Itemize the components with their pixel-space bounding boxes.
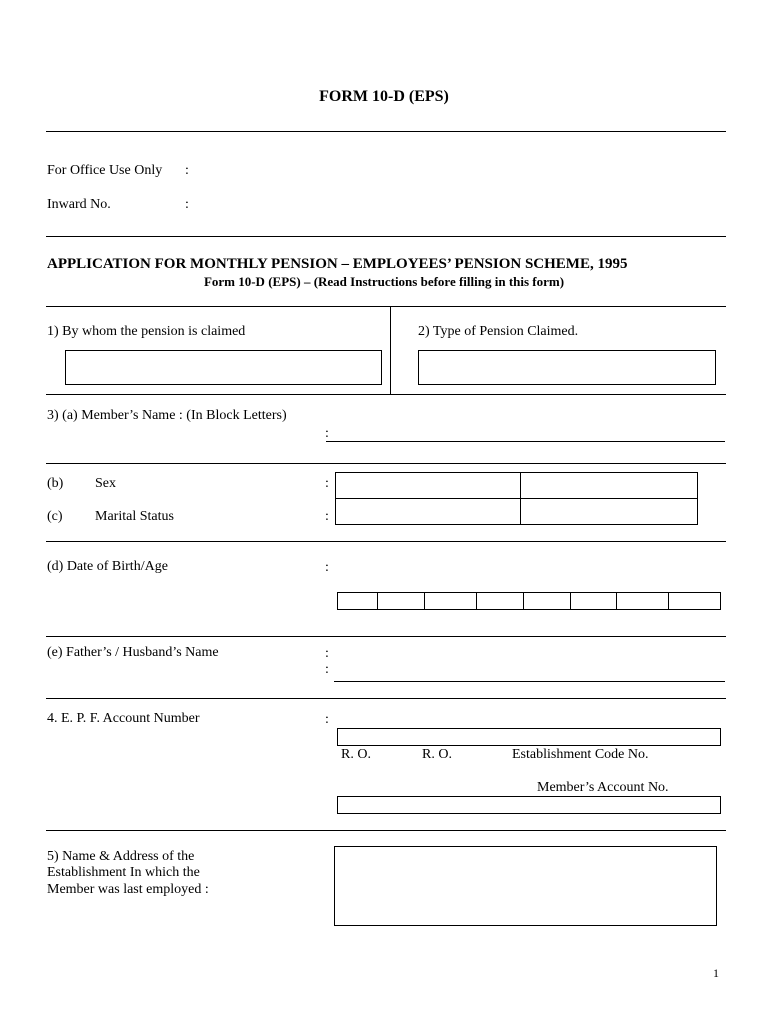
divider [46, 236, 726, 237]
q1-label: 1) By whom the pension is claimed [47, 324, 246, 339]
divider [46, 394, 726, 395]
pension-claimed-by-field[interactable] [65, 350, 382, 385]
q3a-label: 3) (a) Member’s Name : (In Block Letters) [47, 408, 287, 423]
q5-label-line2: Establishment In which the [47, 865, 200, 880]
sex-field-1[interactable] [335, 472, 521, 499]
q5-label-line1: 5) Name & Address of the [47, 849, 195, 864]
dob-digit-box[interactable] [523, 592, 571, 610]
member-account-label: Member’s Account No. [537, 780, 669, 795]
divider [46, 131, 726, 132]
marital-status-field-2[interactable] [520, 498, 698, 525]
dob-digit-box[interactable] [570, 592, 617, 610]
divider [46, 541, 726, 542]
page-number: 1 [713, 966, 719, 980]
divider [46, 306, 726, 307]
inward-no-label: Inward No. [47, 197, 111, 212]
q3d-label: (d) Date of Birth/Age [47, 559, 168, 574]
q4-label: 4. E. P. F. Account Number [47, 711, 200, 726]
inward-no-colon: : [185, 197, 189, 212]
q4-colon: : [325, 712, 329, 727]
sex-field-2[interactable] [520, 472, 698, 499]
q3e-colon-2: : [325, 662, 329, 677]
q5-label-line3: Member was last employed : [47, 882, 209, 897]
dob-digit-box[interactable] [476, 592, 524, 610]
pension-type-field[interactable] [418, 350, 716, 385]
divider [46, 698, 726, 699]
member-name-field[interactable] [326, 441, 725, 442]
q3c-letter: (c) [47, 509, 63, 524]
dob-digit-box[interactable] [377, 592, 425, 610]
q3e-label: (e) Father’s / Husband’s Name [47, 645, 219, 660]
q3c-colon: : [325, 509, 329, 524]
office-use-colon: : [185, 163, 189, 178]
application-heading: APPLICATION FOR MONTHLY PENSION – EMPLOYEES’ PENSION SCHEME, 1995 [47, 256, 628, 272]
divider [46, 636, 726, 637]
ro-label-2: R. O. [422, 747, 452, 762]
column-divider [390, 306, 391, 394]
q3b-colon: : [325, 476, 329, 491]
divider [46, 830, 726, 831]
dob-digit-box[interactable] [616, 592, 669, 610]
q3a-colon: : [325, 426, 329, 441]
member-account-field[interactable] [337, 796, 721, 814]
divider [46, 463, 726, 464]
establishment-code-label: Establishment Code No. [512, 747, 649, 762]
q3b-label: Sex [95, 476, 116, 491]
dob-digit-box[interactable] [337, 592, 378, 610]
dob-digit-box[interactable] [424, 592, 477, 610]
q2-label: 2) Type of Pension Claimed. [418, 324, 579, 339]
epf-account-field[interactable] [337, 728, 721, 746]
q3d-colon: : [325, 560, 329, 575]
ro-label-1: R. O. [341, 747, 371, 762]
dob-digit-box[interactable] [668, 592, 721, 610]
establishment-address-field[interactable] [334, 846, 717, 926]
form-title: FORM 10-D (EPS) [319, 88, 449, 105]
application-subheading: Form 10-D (EPS) – (Read Instructions before filling in this form) [203, 274, 565, 289]
q3e-colon: : [325, 646, 329, 661]
q3b-letter: (b) [47, 476, 64, 491]
marital-status-field-1[interactable] [335, 498, 521, 525]
office-use-label: For Office Use Only [47, 163, 163, 178]
q3c-label: Marital Status [95, 509, 174, 524]
father-husband-name-field[interactable] [334, 681, 725, 682]
